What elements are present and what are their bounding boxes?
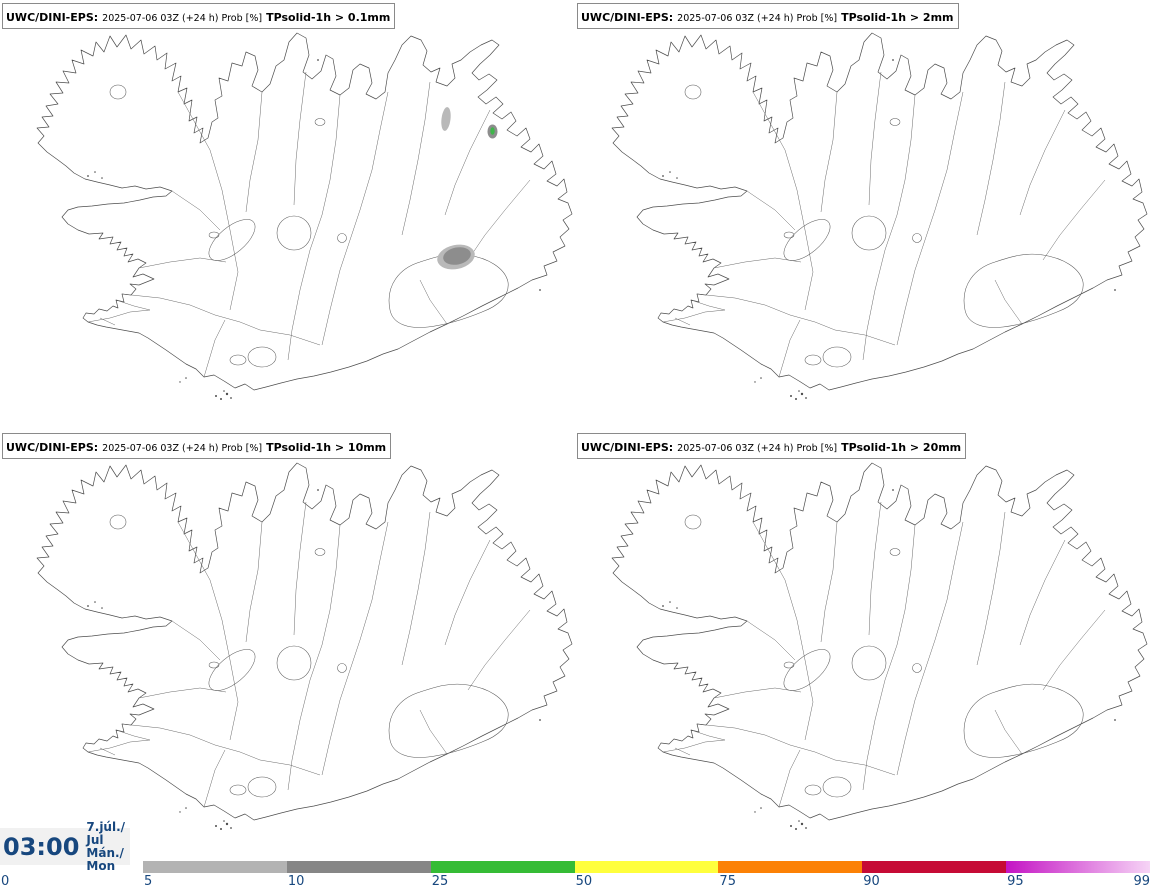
colorbar-segment-90-95 — [862, 861, 1006, 873]
panel-title — [577, 433, 966, 459]
colorbar-segment-10-25 — [287, 861, 431, 873]
colorbar-tick-50: 50 — [575, 874, 593, 889]
iceland-map — [0, 0, 575, 430]
probability-patches — [435, 107, 498, 273]
valid-time-box — [0, 819, 130, 873]
panel-tpsolid-0.1mm — [0, 0, 575, 430]
colorbar-segment-75-90 — [718, 861, 862, 873]
colorbar-tick-99: 99 — [1133, 874, 1150, 889]
valid-date-line1: 7.júl./ Jul — [86, 819, 126, 847]
panel-tpsolid-10mm — [0, 430, 575, 860]
threshold-label: TPsolid-1h > 10mm — [266, 441, 387, 454]
colorbar-tick-95: 95 — [1007, 874, 1024, 889]
model-label: UWC/DINI-EPS: — [581, 11, 674, 24]
run-info: 2025-07-06 03Z (+24 h) Prob [%] — [102, 443, 263, 454]
threshold-label: TPsolid-1h > 0.1mm — [266, 11, 391, 24]
colorbar-segment-50-75 — [575, 861, 719, 873]
threshold-label: TPsolid-1h > 2mm — [841, 11, 954, 24]
iceland-map — [575, 430, 1150, 860]
valid-date — [86, 821, 130, 873]
colorbar-tick-5: 5 — [144, 874, 153, 889]
colorbar-tick-25: 25 — [431, 874, 449, 889]
colorbar — [143, 861, 1150, 873]
iceland-map — [0, 430, 575, 860]
valid-time: 03:00 — [3, 832, 80, 861]
colorbar-tick-90: 90 — [863, 874, 880, 889]
panel-tpsolid-2mm — [575, 0, 1150, 430]
run-info: 2025-07-06 03Z (+24 h) Prob [%] — [677, 13, 838, 24]
model-label: UWC/DINI-EPS: — [581, 441, 674, 454]
panel-tpsolid-20mm — [575, 430, 1150, 860]
valid-date-line2: Mán./ Mon — [86, 845, 124, 873]
panel-title — [577, 3, 959, 29]
colorbar-tick-75: 75 — [719, 874, 736, 889]
colorbar-labels — [0, 873, 1150, 891]
panel-title — [2, 433, 391, 459]
panel-title — [2, 3, 395, 29]
threshold-label: TPsolid-1h > 20mm — [841, 441, 962, 454]
colorbar-segment-95-99 — [1006, 861, 1150, 873]
colorbar-tick-0: 0 — [1, 874, 10, 889]
run-info: 2025-07-06 03Z (+24 h) Prob [%] — [677, 443, 838, 454]
model-label: UWC/DINI-EPS: — [6, 11, 99, 24]
colorbar-segment-25-50 — [431, 861, 575, 873]
iceland-map — [575, 0, 1150, 430]
colorbar-segment-5-10 — [143, 861, 287, 873]
prob-patch-25pct — [490, 127, 494, 135]
colorbar-tick-10: 10 — [287, 874, 305, 889]
model-label: UWC/DINI-EPS: — [6, 441, 99, 454]
run-info: 2025-07-06 03Z (+24 h) Prob [%] — [102, 13, 263, 24]
prob-patch-5pct — [440, 107, 452, 132]
